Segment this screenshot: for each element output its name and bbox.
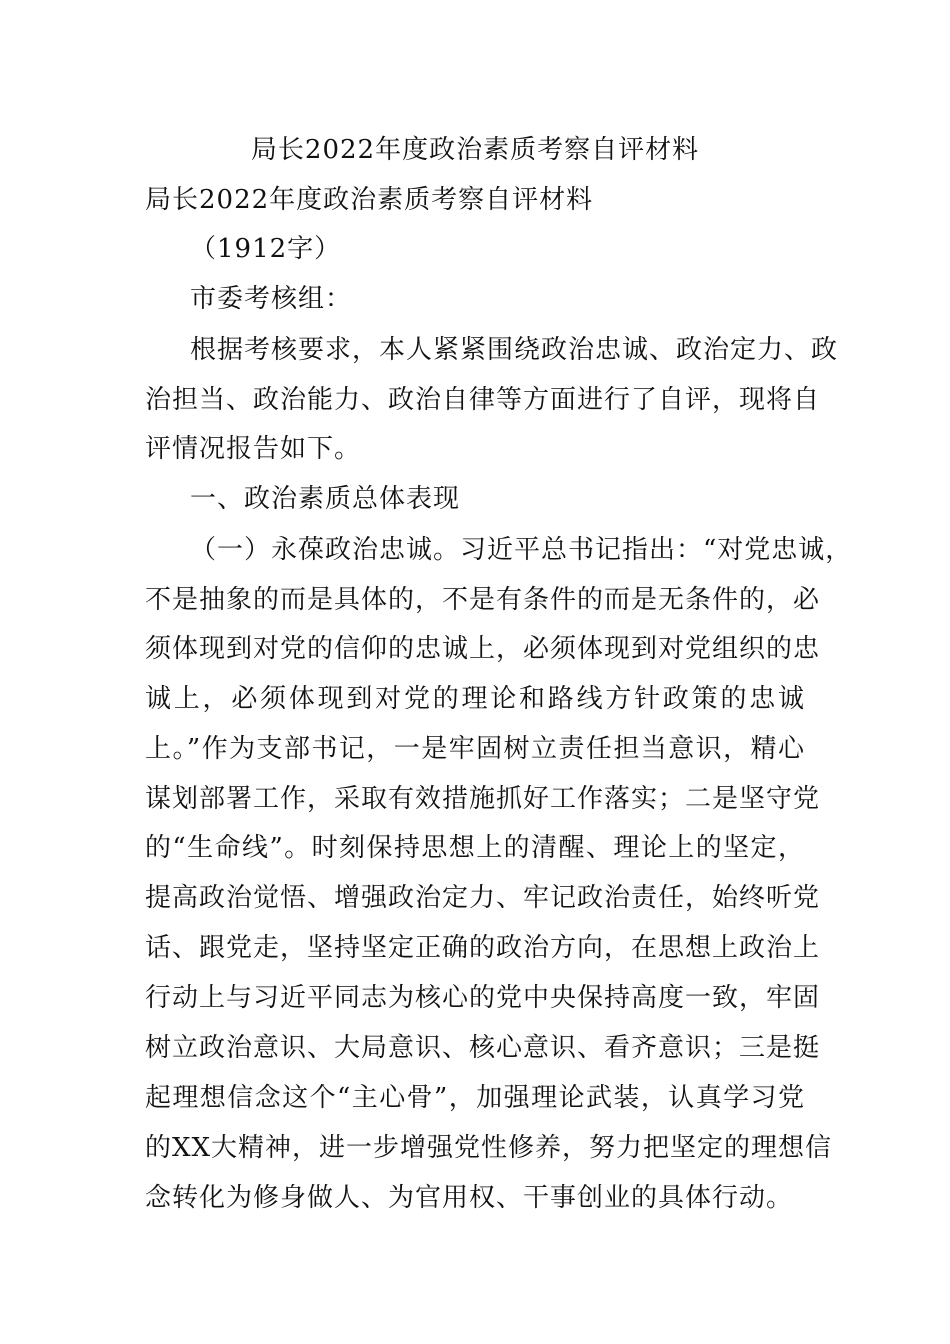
body-line: 提高政治觉悟、增强政治定力、牢记政治责任，始终听党: [145, 883, 821, 913]
body-line: 须体现到对党的信仰的忠诚上，必须体现到对党组织的忠: [145, 634, 821, 664]
body-line: 行动上与习近平同志为核心的党中央保持高度一致，牢固: [145, 983, 821, 1013]
body-line: 上。”作为支部书记，一是牢固树立责任担当意识，精心: [145, 734, 805, 764]
word-count: （1912字）: [190, 234, 342, 264]
body-line: 的XX大精神，进一步增强党性修养，努力把坚定的理想信: [145, 1133, 833, 1163]
salutation: 市委考核组：: [190, 284, 353, 314]
body-line: 诚上，必须体现到对党的理论和路线方针政策的忠诚: [145, 684, 805, 714]
body-line: 树立政治意识、大局意识、核心意识、看齐意识；三是挺: [145, 1033, 821, 1063]
document-subtitle: 局长2022年度政治素质考察自评材料: [145, 185, 594, 215]
section-heading: 一、政治素质总体表现: [190, 484, 461, 514]
body-line: 念转化为修身做人、为官用权、干事创业的具体行动。: [145, 1183, 794, 1213]
body-line: 起理想信念这个“主心骨”，加强理论武装，认真学习党: [145, 1083, 805, 1113]
intro-line: 评情况报告如下。: [145, 434, 362, 464]
body-line: 不是抽象的而是具体的，不是有条件的而是无条件的，必: [145, 585, 821, 615]
body-line: 谋划部署工作，采取有效措施抓好工作落实；二是坚守党: [145, 784, 821, 814]
body-line: 的“生命线”。时刻保持思想上的清醒、理论上的坚定，: [145, 833, 805, 863]
body-line: 话、跟党走，坚持坚定正确的政治方向，在思想上政治上: [145, 933, 821, 963]
intro-line: 治担当、政治能力、政治自律等方面进行了自评，现将自: [145, 385, 821, 415]
intro-line: 根据考核要求，本人紧紧围绕政治忠诚、政治定力、政: [190, 335, 839, 365]
document-title: 局长2022年度政治素质考察自评材料: [250, 135, 700, 165]
body-line: （一）永葆政治忠诚。习近平总书记指出：“对党忠诚，: [190, 535, 853, 565]
